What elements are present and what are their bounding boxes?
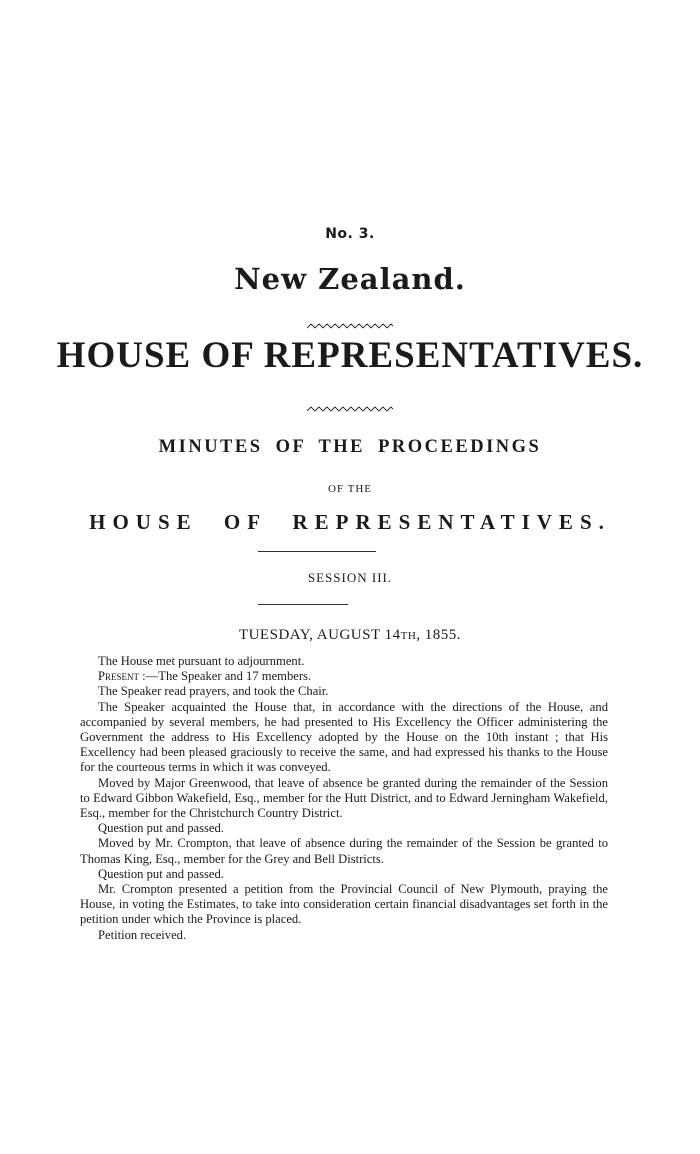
paragraph: The Speaker acquainted the House that, in accordance with the directions of the House, and accompanied by several members, he had presented to His Excellency the Officer administering the Government the address to His Excellency adopted by the House on the 10th instant ; that His Excellency had been pleased graciously to receive the same, and had expressed his thanks to the House for the courteous terms in which it was conveyed. (80, 699, 608, 775)
main-title: HOUSE OF REPRESENTATIVES. (56, 335, 644, 376)
session-label: SESSION III. (307, 570, 393, 585)
present-text: :—The Speaker and 17 members. (142, 669, 312, 684)
colony-title: New Zealand. (234, 262, 466, 296)
paragraph-present (80, 669, 608, 684)
paragraph: Mr. Crompton presented a petition from the Provincial Council of New Plymouth, praying the House, in voting the Estimates, to take into consideration certain financial disadvantages set forth in the petition under which the Province is placed. (80, 882, 608, 927)
paragraph: Moved by Major Greenwood, that leave of absence be granted during the remainder of the Session to Edward Gibbon Wakefield, Esq., member for the Hutt District, and to Edward Jerningham Wakefield, Esq., member for the Christchurch Country District. (80, 775, 608, 821)
ornament-divider-top (0, 323, 700, 329)
date-main: TUESDAY, AUGUST 14 (238, 627, 401, 643)
paragraph: Moved by Mr. Crompton, that leave of absence during the remainder of the Session be granted to Thomas King, Esq., member for the Grey and Bell Districts. (80, 836, 608, 866)
date-suffix: TH (400, 630, 417, 642)
rule-upper (258, 551, 376, 552)
sitting-date (0, 627, 700, 644)
paragraph: Question put and passed. (98, 866, 224, 881)
paragraph: Petition received. (98, 927, 187, 942)
document-number: No. 3. (325, 226, 375, 242)
house-heading: HOUSE OF REPRESENTATIVES. (89, 510, 611, 534)
present-label: Present (98, 669, 140, 684)
minutes-heading: MINUTES OF THE PROCEEDINGS (158, 437, 542, 457)
rule-lower (258, 604, 348, 605)
minutes-body (80, 654, 608, 943)
paragraph: The Speaker read prayers, and took the Chair. (98, 684, 329, 699)
date-year: , 1855. (416, 627, 462, 643)
paragraph: Question put and passed. (98, 821, 224, 836)
of-the-line: OF THE (328, 483, 372, 495)
paragraph: The House met pursuant to adjournment. (98, 654, 305, 668)
ornament-divider-bottom (0, 406, 700, 412)
